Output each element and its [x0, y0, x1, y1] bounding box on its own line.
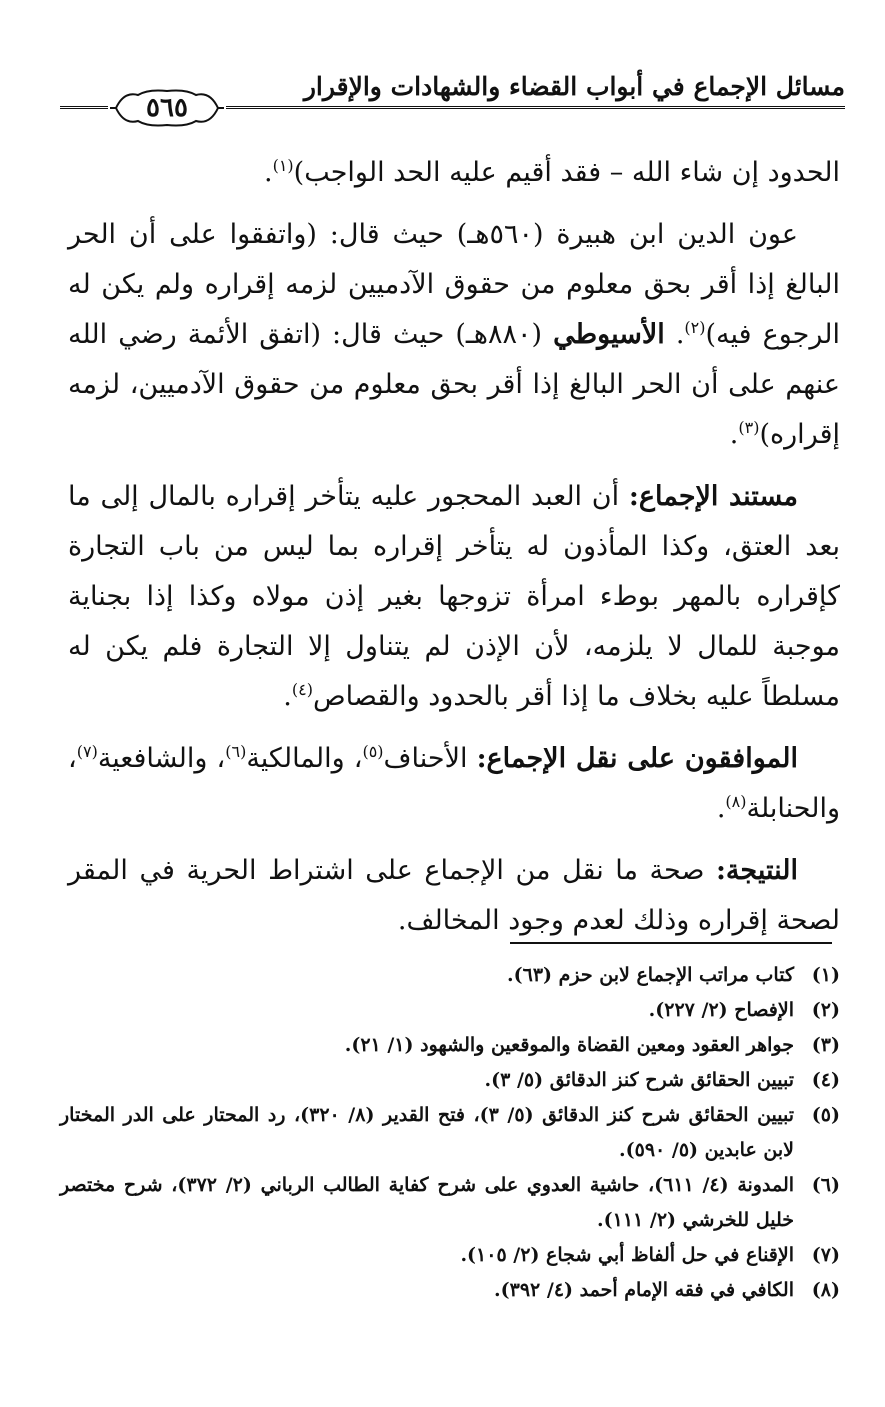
school-hanbali: ، والحنابلة [68, 743, 840, 824]
paragraph-4-end: . [716, 793, 726, 824]
paragraph-1-end: . [263, 157, 273, 188]
footnote-number: (٣) [811, 1034, 840, 1056]
footnote-text: الكافي في فقه الإمام أحمد (٤/ ٣٩٢). [494, 1279, 794, 1301]
footnote-text: تبيين الحقائق شرح كنز الدقائق (٥/ ٣). [484, 1069, 794, 1091]
paragraph-2 [68, 210, 840, 460]
footnote-number: (٤) [811, 1069, 840, 1091]
main-text [68, 148, 840, 958]
school-maliki: ، والمالكية [246, 743, 363, 774]
running-header [60, 62, 845, 122]
paragraph-2-text-a: عون الدين ابن هبيرة (٥٦٠هـ) حيث قال: (واتفقوا على أن الحر البالغ إذا أقر بحق معلوم من حقوق الآدميين لزمه إقراره ولم يكن له الرجوع فيه) [68, 219, 840, 350]
school-shafii: ، والشافعية [97, 743, 226, 774]
paragraph-3-lead: مستند الإجماع: [628, 481, 799, 512]
page-number: ٥٦٥ [146, 93, 188, 123]
footnote-item [60, 1273, 840, 1308]
footnote-item [60, 993, 840, 1028]
footnote-text: جواهر العقود ومعين القضاة والموقعين والشهود (١/ ٢١). [344, 1034, 794, 1056]
footnote-text: كتاب مراتب الإجماع لابن حزم (٦٣). [507, 964, 794, 986]
footnote-item [60, 1028, 840, 1063]
footnote-number: (١) [811, 964, 840, 986]
page-number-ornament [108, 87, 226, 129]
footnote-ref-6: (٦) [225, 742, 247, 761]
header-title: مسائل الإجماع في أبواب القضاء والشهادات والإقرار [303, 72, 845, 101]
footnote-ref-8: (٨) [725, 792, 747, 811]
footnote-item [60, 958, 840, 993]
paragraph-2-end: . [729, 419, 739, 450]
paragraph-5 [68, 846, 840, 946]
footnote-ref-2: (٢) [684, 318, 706, 337]
footnote-separator [510, 942, 832, 944]
school-hanafi: الأحناف [383, 743, 477, 774]
paragraph-3-text: أن العبد المحجور عليه يتأخر إقراره بالمال إلى ما بعد العتق، وكذا المأذون له يتأخر إقراره بما ليس من باب التجارة كإقراره بالمهر بوطء امرأة تزوجها بغير إذن مولاه وكذا إذا بجناية موجبة للمال لا يلزمه، لأن الإذن لم يتناول إلا التجارة فلم يكن له مسلطاً عليه بخلاف ما إذا أقر بالحدود والقصاص [68, 481, 840, 712]
footnote-ref-3: (٣) [738, 418, 760, 437]
footnote-ref-7: (٧) [76, 742, 98, 761]
paragraph-2-mid: . [664, 319, 685, 350]
paragraph-3 [68, 472, 840, 722]
footnote-number: (٢) [811, 999, 840, 1021]
footnote-item [60, 1063, 840, 1098]
footnote-item [60, 1168, 840, 1238]
paragraph-4-lead: الموافقون على نقل الإجماع: [476, 743, 798, 774]
footnotes [60, 958, 840, 1308]
footnote-ref-5: (٥) [362, 742, 384, 761]
footnote-number: (٨) [811, 1279, 840, 1301]
paragraph-1-text: الحدود إن شاء الله – فقد أقيم عليه الحد الواجب) [293, 157, 840, 188]
footnote-ref-1: (١) [272, 156, 294, 175]
paragraph-3-end: . [283, 681, 292, 712]
footnote-number: (٦) [811, 1174, 840, 1196]
footnote-item [60, 1238, 840, 1273]
footnote-text: تبيين الحقائق شرح كنز الدقائق (٥/ ٣)، فتح القدير (٨/ ٣٢٠)، رد المحتار على الدر المختار لابن عابدين (٥/ ٥٩٠). [60, 1104, 795, 1161]
footnote-text: الإفصاح (٢/ ٢٢٧). [648, 999, 794, 1021]
footnote-ref-4: (٤) [291, 680, 313, 699]
footnote-number: (٥) [811, 1104, 840, 1126]
paragraph-4 [68, 734, 840, 834]
paragraph-2-text-b: (٨٨٠هـ) حيث قال: (اتفق الأئمة رضي الله عنهم على أن الحر البالغ إذا أقر بحق معلوم من حقوق الآدميين، لزمه إقراره) [68, 319, 840, 450]
footnote-number: (٧) [811, 1244, 840, 1266]
footnote-text: الإقناع في حل ألفاظ أبي شجاع (٢/ ١٠٥). [460, 1244, 794, 1266]
footnote-text: المدونة (٤/ ٦١١)، حاشية العدوي على شرح كفاية الطالب الرباني (٢/ ٣٧٢)، شرح مختصر خليل للخرشي (٢/ ١١١). [60, 1174, 795, 1231]
paragraph-1 [68, 148, 840, 198]
paragraph-5-text: صحة ما نقل من الإجماع على اشتراط الحرية في المقر لصحة إقراره وذلك لعدم وجود المخالف. [68, 855, 840, 936]
scholar-name-asyuti: الأسيوطي [553, 319, 665, 350]
footnote-item [60, 1098, 840, 1168]
paragraph-5-lead: النتيجة: [715, 855, 798, 886]
